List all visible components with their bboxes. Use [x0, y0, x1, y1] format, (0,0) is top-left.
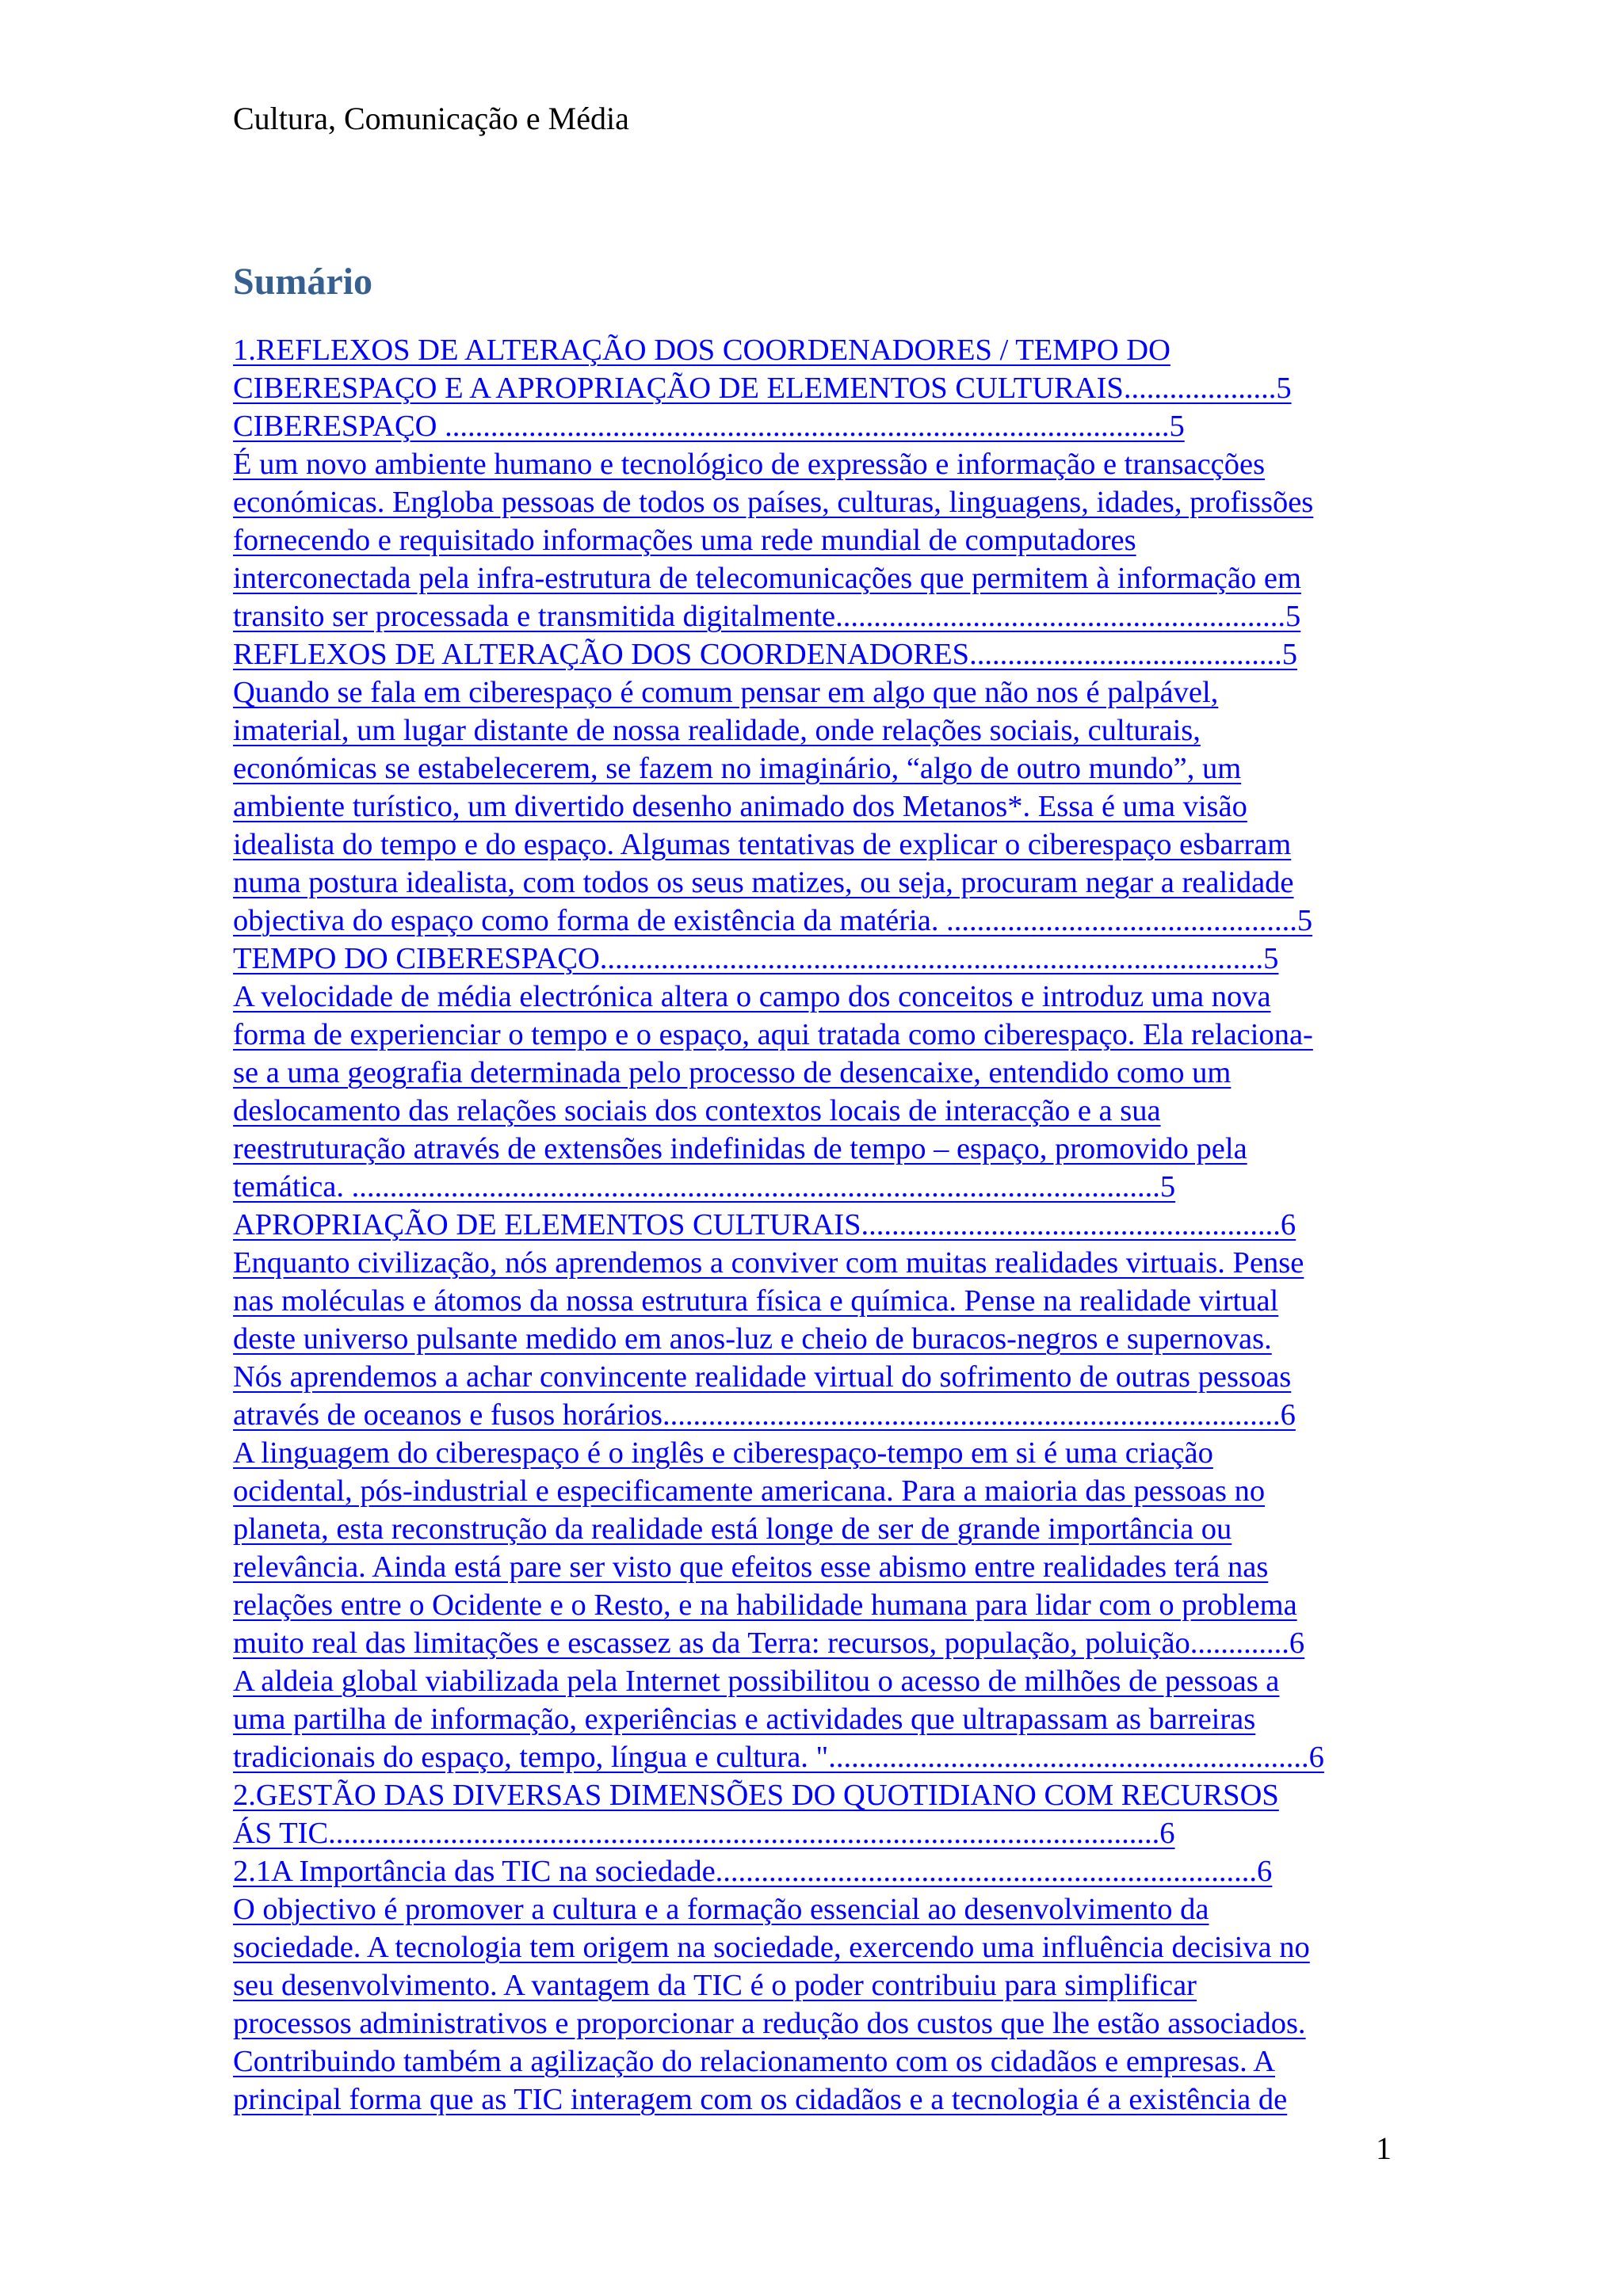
toc-entry-line[interactable]: O objectivo é promover a cultura e a formação essencial ao desenvolvimento da: [233, 1893, 1209, 1926]
toc-entry-line[interactable]: CIBERESPAÇO E A APROPRIAÇÃO DE ELEMENTOS CULTURAIS....................5: [233, 372, 1292, 405]
toc-entry-line[interactable]: REFLEXOS DE ALTERAÇÃO DOS COORDENADORES.........................................5: [233, 638, 1297, 671]
toc-entry-line[interactable]: nas moléculas e átomos da nossa estrutura física e química. Pense na realidade virtual: [233, 1284, 1279, 1318]
toc-entry-line[interactable]: forma de experienciar o tempo e o espaço, aqui tratada como ciberespaço. Ela relaciona-: [233, 1018, 1313, 1051]
toc-entry-line[interactable]: Quando se fala em ciberespaço é comum pensar em algo que não nos é palpável,: [233, 676, 1219, 709]
toc-title: Sumário: [233, 261, 373, 303]
running-header: Cultura, Comunicação e Média: [233, 101, 629, 136]
toc-entry-line[interactable]: imaterial, um lugar distante de nossa realidade, onde relações sociais, culturais,: [233, 714, 1201, 747]
toc-entry-line[interactable]: Nós aprendemos a achar convincente realidade virtual do sofrimento de outras pessoas: [233, 1360, 1292, 1394]
toc-entry-line[interactable]: tradicionais do espaço, tempo, língua e cultura. "...............................................................6: [233, 1741, 1324, 1774]
toc-entry-line[interactable]: Enquanto civilização, nós aprendemos a conviver com muitas realidades virtuais. Pense: [233, 1246, 1304, 1280]
toc-entry-line[interactable]: interconectada pela infra-estrutura de telecomunicações que permitem à informação em: [233, 562, 1301, 595]
toc-entry-line[interactable]: É um novo ambiente humano e tecnológico de expressão e informação e transacções: [233, 448, 1266, 481]
table-of-contents: [233, 331, 1398, 2119]
toc-entry-line[interactable]: através de oceanos e fusos horários.................................................................................6: [233, 1398, 1296, 1432]
toc-entry-line[interactable]: A aldeia global viabilizada pela Internet possibilitou o acesso de milhões de pessoas a: [233, 1665, 1280, 1698]
toc-entry-line[interactable]: A linguagem do ciberespaço é o inglês e ciberespaço-tempo em si é uma criação: [233, 1436, 1213, 1470]
toc-entry-line[interactable]: relevância. Ainda está pare ser visto que efeitos esse abismo entre realidades terá nas: [233, 1550, 1269, 1584]
toc-entry-line[interactable]: 2.1A Importância das TIC na sociedade.......................................................................6: [233, 1855, 1273, 1888]
toc-entry-line[interactable]: relações entre o Ocidente e o Resto, e na habilidade humana para lidar com o problema: [233, 1589, 1297, 1622]
toc-entry-line[interactable]: 1.REFLEXOS DE ALTERAÇÃO DOS COORDENADORES / TEMPO DO: [233, 334, 1170, 367]
toc-entry-line[interactable]: deslocamento das relações sociais dos contextos locais de interacção e a sua: [233, 1094, 1161, 1127]
toc-entry-line[interactable]: objectiva do espaço como forma de existência da matéria. ..............................................5: [233, 904, 1313, 937]
toc-entry-line[interactable]: sociedade. A tecnologia tem origem na sociedade, exercendo uma influência decisiva no: [233, 1931, 1310, 1964]
toc-entry-line[interactable]: principal forma que as TIC interagem com os cidadãos e a tecnologia é a existência de: [233, 2083, 1288, 2116]
toc-entry-line[interactable]: idealista do tempo e do espaço. Algumas tentativas de explicar o ciberespaço esbarram: [233, 828, 1292, 861]
toc-entry-line[interactable]: temática. ..........................................................................................................5: [233, 1170, 1176, 1203]
toc-entry-line[interactable]: ocidental, pós-industrial e especificamente americana. Para a maioria das pessoas no: [233, 1474, 1266, 1508]
toc-entry-line[interactable]: A velocidade de média electrónica altera o campo dos conceitos e introduz uma nova: [233, 980, 1271, 1013]
toc-entry-line[interactable]: económicas se estabelecerem, se fazem no imaginário, “algo de outro mundo”, um: [233, 752, 1242, 785]
toc-entry-line[interactable]: deste universo pulsante medido em anos-luz e cheio de buracos-negros e supernovas.: [233, 1322, 1272, 1356]
toc-entry-line[interactable]: seu desenvolvimento. A vantagem da TIC é o poder contribuiu para simplificar: [233, 1969, 1197, 2002]
toc-entry-line[interactable]: ÁS TIC.............................................................................................................6: [233, 1817, 1175, 1850]
toc-entry-line[interactable]: numa postura idealista, com todos os seus matizes, ou seja, procuram negar a realidade: [233, 866, 1294, 899]
toc-entry-line[interactable]: reestruturação através de extensões indefinidas de tempo – espaço, promovido pela: [233, 1132, 1247, 1165]
toc-entry-line[interactable]: muito real das limitações e escassez as da Terra: recursos, população, poluição.............6: [233, 1627, 1305, 1660]
page-number: 1: [1376, 2130, 1392, 2166]
toc-entry-line[interactable]: TEMPO DO CIBERESPAÇO.......................................................................................5: [233, 942, 1279, 975]
toc-entry-line[interactable]: uma partilha de informação, experiências e actividades que ultrapassam as barreiras: [233, 1703, 1256, 1736]
toc-entry-line[interactable]: ambiente turístico, um divertido desenho animado dos Metanos*. Essa é uma visão: [233, 790, 1247, 823]
toc-entry-line[interactable]: CIBERESPAÇO ...............................................................................................5: [233, 410, 1185, 443]
toc-entry-line[interactable]: planeta, esta reconstrução da realidade está longe de ser de grande importância ou: [233, 1512, 1232, 1546]
toc-entry-line[interactable]: se a uma geografia determinada pelo processo de desencaixe, entendido como um: [233, 1056, 1232, 1089]
toc-entry-line[interactable]: fornecendo e requisitado informações uma rede mundial de computadores: [233, 524, 1136, 557]
toc-entry-line[interactable]: APROPRIAÇÃO DE ELEMENTOS CULTURAIS.......................................................6: [233, 1208, 1296, 1241]
toc-entry-line[interactable]: 2.GESTÃO DAS DIVERSAS DIMENSÕES DO QUOTIDIANO COM RECURSOS: [233, 1779, 1279, 1812]
toc-entry-line[interactable]: transito ser processada e transmitida digitalmente...........................................................5: [233, 600, 1301, 633]
toc-entry-line[interactable]: económicas. Engloba pessoas de todos os países, culturas, linguagens, idades, profissões: [233, 486, 1314, 519]
toc-entry-line[interactable]: Contribuindo também a agilização do relacionamento com os cidadãos e empresas. A: [233, 2045, 1275, 2078]
toc-entry-line[interactable]: processos administrativos e proporcionar a redução dos custos que lhe estão associados.: [233, 2007, 1306, 2040]
